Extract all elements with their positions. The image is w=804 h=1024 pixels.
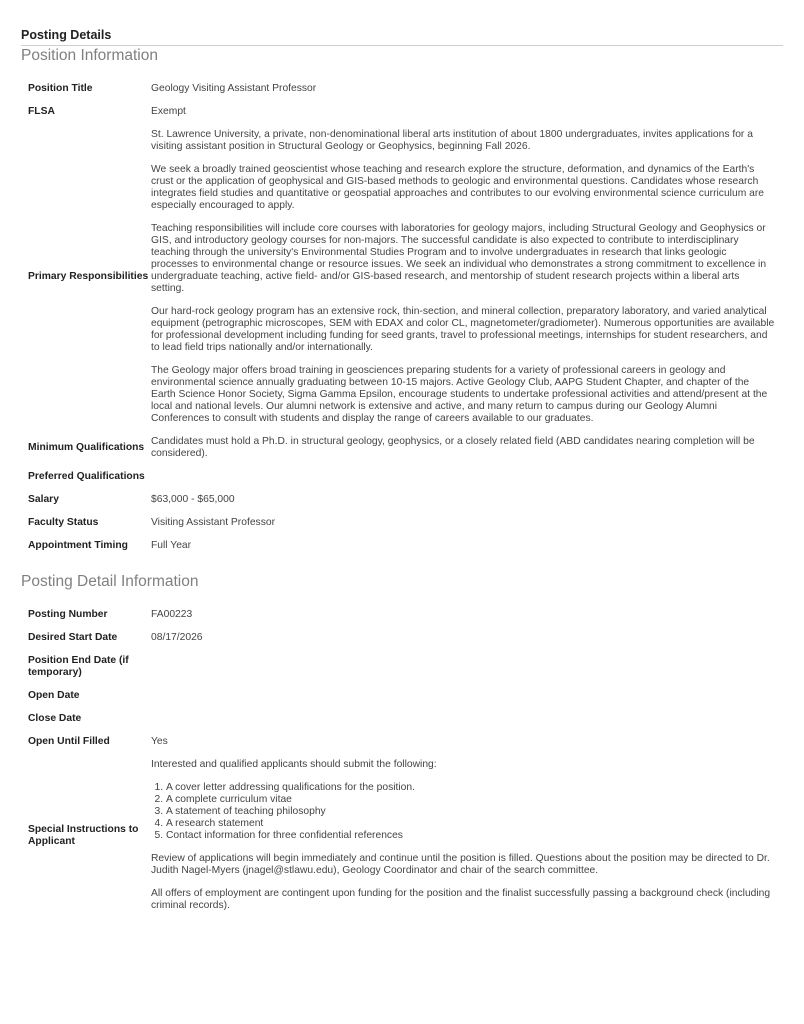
field-value [151, 466, 783, 489]
field-label: Minimum Qualifications [28, 442, 145, 453]
field-value [151, 685, 783, 708]
field-label: FLSA [28, 106, 55, 117]
page-title: Posting Details [21, 28, 783, 46]
field-row-special-instructions [21, 754, 783, 918]
paragraph: Our hard-rock geology program has an extensive rock, thin-section, and mineral collection, preparatory laboratory, and varied analytical equipment (petrographic microscopes, SEM with EDAX and color CL, magnetometer/gradiometer). Numerous opportunities are available for professional development including funding for seed grants, travel to professional meetings, internships for student researchers, and to lead field trips nationally and/or internationally. [151, 306, 775, 353]
field-row-open-date [21, 685, 783, 708]
field-label: Appointment Timing [28, 540, 128, 551]
field-label: Faculty Status [28, 517, 99, 528]
field-label: Position Title [28, 83, 93, 94]
field-label: Open Date [28, 690, 80, 701]
field-value: Candidates must hold a Ph.D. in structural geology, geophysics, or a closely related field (ABD candidates nearing completion will be considered). [151, 436, 755, 459]
field-value: FA00223 [151, 609, 193, 620]
list-item: 3. A statement of teaching philosophy [166, 806, 775, 818]
field-row-flsa [21, 101, 783, 124]
field-value [151, 124, 783, 431]
paragraph: All offers of employment are contingent upon funding for the position and the finalist successfully passing a background check (including criminal records). [151, 888, 771, 911]
position-information-table [21, 78, 783, 558]
list-item: 5. Contact information for three confidential references [166, 830, 775, 842]
field-label: Preferred Qualifications [28, 471, 145, 482]
posting-detail-information-table [21, 604, 783, 918]
paragraph: St. Lawrence University, a private, non-denominational liberal arts institution of about 1800 undergraduates, invites applications for a visiting assistant position in Structural Geology or Geophysics, beginning Fall 2026. [151, 129, 753, 152]
field-row-salary [21, 489, 783, 512]
list-item: 2. A complete curriculum vitae [166, 794, 775, 806]
list-item: 1. A cover letter addressing qualifications for the position. [166, 782, 775, 794]
paragraph: The Geology major offers broad training in geosciences preparing students for a variety of professional careers in geology and environmental science annually graduating between 10-15 majors. Active Geology Club, AAPG Student Chapter, and chapter of the Earth Science Honor Society, Sigma Gamma Epsilon, encourage students to undertake professional activities and attend/present at the local and national levels. Our alumni network is extensive and active, and many return to campus during our Geology Alumni Conferences to consult with students and display the range of careers available to our graduates. [151, 365, 768, 424]
field-row-minimum-qualifications [21, 431, 783, 466]
section-title-posting-detail-information: Posting Detail Information [21, 573, 199, 590]
field-label: Primary Responsibilities [28, 271, 149, 282]
field-row-position-title [21, 78, 783, 101]
field-row-position-end-date [21, 650, 783, 685]
field-value: Exempt [151, 106, 186, 117]
field-value [151, 754, 783, 918]
posting-details-page [21, 28, 783, 918]
field-row-preferred-qualifications [21, 466, 783, 489]
field-row-faculty-status [21, 512, 783, 535]
field-label: Close Date [28, 713, 82, 724]
field-row-open-until-filled [21, 731, 783, 754]
field-label: Special Instructions to Applicant [28, 823, 139, 847]
field-label: Position End Date (if temporary) [28, 655, 129, 678]
field-value [151, 650, 783, 685]
field-value: Full Year [151, 540, 192, 551]
field-value: $63,000 - $65,000 [151, 494, 235, 505]
field-label: Salary [28, 494, 59, 505]
field-label: Posting Number [28, 609, 108, 620]
paragraph: Teaching responsibilities will include core courses with laboratories for geology majors, including Structural Geology and Geophysics or GIS, and introductory geology courses for non-majors. The successful candidate is also expected to contribute to interdisciplinary teaching through the university's Environmental Studies Program and to involve undergraduates in research that links geologic processes to environmental change or resource issues. We seek an individual who demonstrates a strong commitment to excellence in undergraduate teaching, active field- and/or GIS-based research, and mentorship of student research projects within a liberal arts setting. [151, 223, 767, 294]
field-row-primary-responsibilities [21, 124, 783, 431]
instructions-intro: Interested and qualified applicants should submit the following: [151, 759, 437, 770]
paragraph: Review of applications will begin immediately and continue until the position is filled. Questions about the position may be directed to Dr. Judith Nagel-Myers (jnagel@stlawu.edu), Geology Coordinator and chair of the search committee. [151, 853, 770, 876]
field-row-appointment-timing [21, 535, 783, 558]
field-row-posting-number [21, 604, 783, 627]
field-value [151, 708, 783, 731]
field-label: Desired Start Date [28, 632, 118, 643]
field-row-close-date [21, 708, 783, 731]
section-title-position-information: Position Information [21, 47, 158, 64]
list-item: 4. A research statement [166, 818, 775, 830]
field-value: Yes [151, 736, 168, 747]
required-documents-list [151, 782, 775, 842]
field-row-desired-start-date [21, 627, 783, 650]
paragraph: We seek a broadly trained geoscientist whose teaching and research explore the structure, deformation, and dynamics of the Earth's crust or the application of geophysical and GIS-based methods to geologic and environmental questions. Candidates whose research integrates field studies and quantitative or geospatial approaches and contributes to our evolving environmental science curriculum are especially encouraged to apply. [151, 164, 765, 211]
field-label: Open Until Filled [28, 736, 110, 747]
field-value: 08/17/2026 [151, 632, 203, 643]
field-value: Visiting Assistant Professor [151, 517, 275, 528]
field-value: Geology Visiting Assistant Professor [151, 83, 317, 94]
